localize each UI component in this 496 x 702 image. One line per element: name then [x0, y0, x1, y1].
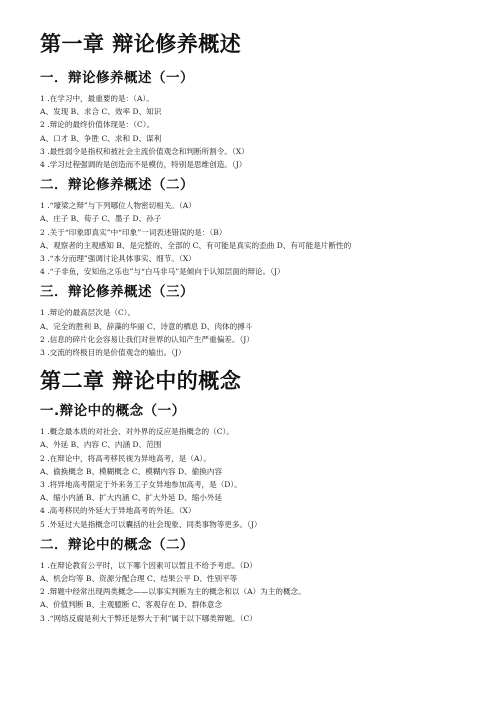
text-line: A、机会均等 B、资源分配合理 C、结果公平 D、性别平等 [40, 574, 238, 584]
text-line: 3 .将异地高考限定于外来务工子女异地参加高考，是（D）。 [40, 480, 242, 490]
text-line: 1 .“壕梁之辩”与下列哪位人物密切相关。（A） [40, 201, 196, 211]
text-line: A、偷换概念 B、模糊概念 C、模糊内容 D、偷换内容 [40, 466, 223, 476]
text-line: 3 .“本分而理”强调讨论具体事实、细节。（X） [40, 254, 196, 264]
text-line: 3 .交流的终极目的是价值观念的输出。（J） [40, 348, 186, 358]
text-line: A、庄子 B、荀子 C、墨子 D、孙子 [40, 214, 162, 224]
chapter-title: 第一章 辩论修养概述 [40, 32, 242, 56]
section-title: 一．辩论修养概述（一） [40, 70, 194, 86]
chapter-title: 第二章 辩论中的概念 [40, 369, 242, 394]
text-line: 1 .辩论的最高层次是（C）。 [40, 308, 136, 318]
text-line: 2 .辩题中经常出现两类概念——以事实判断为主的概念和以（A）为主的概念。 [40, 587, 306, 597]
text-line: A、外延 B、内容 C、内涵 D、范围 [40, 440, 162, 450]
text-line: A、口才 B、争胜 C、求和 D、谋利 [40, 133, 162, 143]
text-line: A、发现 B、求合 C、效率 D、知识 [40, 107, 162, 117]
text-line: A、价值判断 B、主观臆断 C、客观存在 D、群体意念 [40, 600, 223, 610]
section-title: 三．辩论修养概述（三） [40, 284, 194, 301]
text-line: 3 .最性弱令是指权和被社会主流价值观念和判断所割令。（X） [40, 146, 249, 156]
text-line: 4 .高考移民的外延大于异地高考的外延。（X） [40, 506, 196, 516]
text-line: 5 .外延过大是指概念可以囊括的社会现象、同类事物等更多。（J） [40, 519, 262, 529]
section-title: 一.辩论中的概念（一） [40, 403, 186, 420]
text-line: A、完全的胜利 B、辞藻的华丽 C、诗意的栖息 D、肉体的搏斗 [40, 321, 253, 331]
text-line: A、缩小内涵 B、扩大内涵 C、扩大外延 D、缩小外延 [40, 493, 223, 503]
section-title: 二．辩论修养概述（二） [40, 177, 194, 194]
text-line: A、观察者的主观感知 B、是完整的、全部的 C、有可能是真实的歪曲 D、有可能是片断性的 [40, 240, 352, 250]
text-line: 1 .在辩论教育公平时，以下哪个因素可以暂且不给予考虑。（D） [40, 560, 257, 570]
text-line: 2 .信息的碎片化会容易让我们对世界的认知产生严重偏差。（J） [40, 334, 254, 344]
text-line: 4 .“子非鱼，安知鱼之乐也”与“白马非马”是倾向于认知层面的辩论。（J） [40, 267, 285, 277]
text-line: 3 .“网络反腐是利大于弊还是弊大于利”属于以下哪类辩题。（C） [40, 613, 257, 623]
text-line: 1 .概念最本质的对社会、对外界的反应是指概念的（C）。 [40, 427, 234, 437]
text-line: 2 .辩论的最终价值体现是：（C）。 [40, 120, 155, 130]
section-title: 二．辩论中的概念（二） [40, 536, 194, 553]
text-line: 2 .关于“印象即真实”中“印象”一词表述错误的是：（B） [40, 227, 227, 237]
text-line: 2 .在辩论中，将高考移民视为异地高考，是（A）。 [40, 453, 211, 463]
text-line: 4 .学习过程强调的是创造而不是模仿，特别是思维创造。（J） [40, 160, 247, 170]
text-line: 1 .在学习中，最重要的是：（A）。 [40, 94, 154, 103]
